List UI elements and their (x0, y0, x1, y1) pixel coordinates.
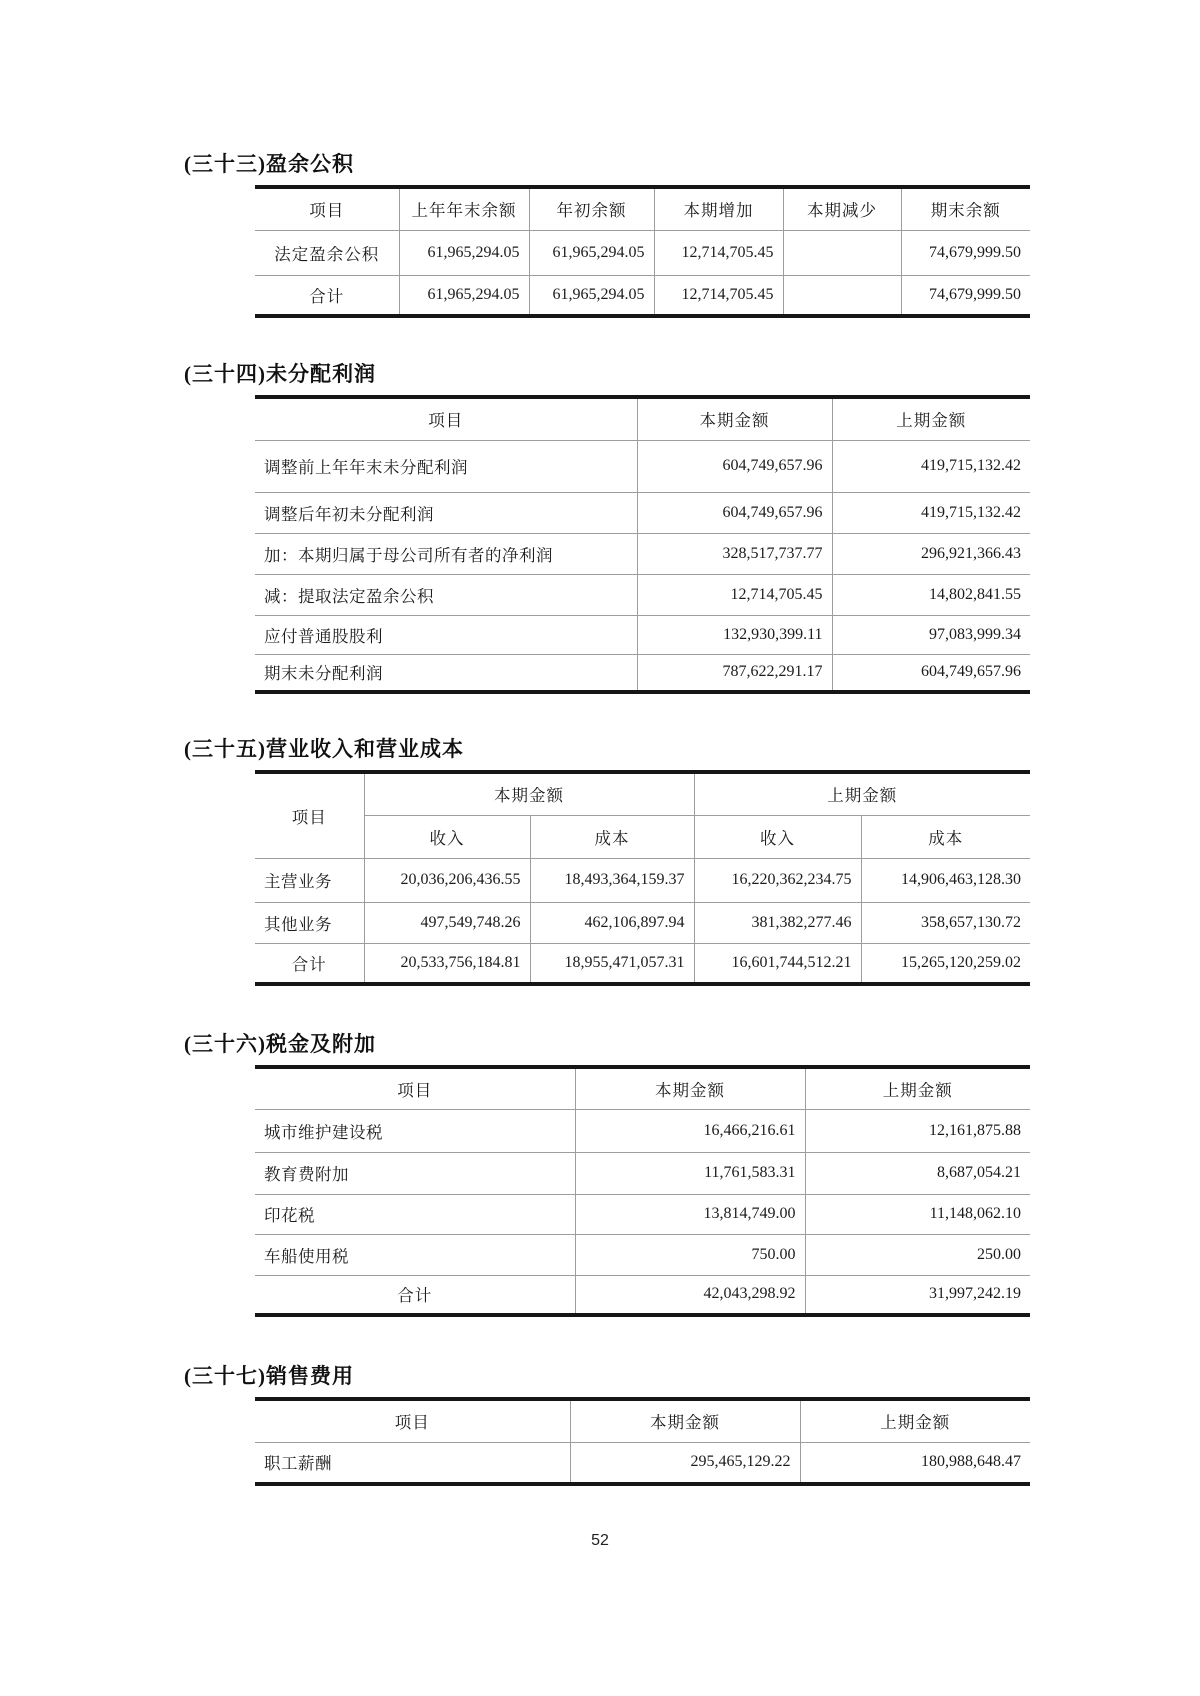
value-cell: 132,930,399.11 (637, 615, 832, 654)
value-cell: 328,517,737.77 (637, 533, 832, 574)
page-number: 52 (591, 1532, 609, 1549)
table-row (255, 440, 1030, 492)
section-revenue-cost (184, 735, 1030, 986)
value-cell: 250.00 (805, 1234, 1030, 1275)
item-cell: 加：本期归属于母公司所有者的净利润 (255, 533, 637, 574)
revenue-cost-table (255, 770, 1030, 986)
item-cell: 调整后年初未分配利润 (255, 492, 637, 533)
item-cell: 城市维护建设税 (255, 1109, 575, 1152)
table-row (255, 902, 1030, 943)
taxes-surcharges-table (255, 1065, 1030, 1317)
table-row-total (255, 275, 1030, 316)
value-cell: 604,749,657.96 (637, 492, 832, 533)
undistributed-profit-table (255, 395, 1030, 694)
header-cell: 成本 (861, 815, 1030, 858)
value-cell: 20,533,756,184.81 (364, 943, 530, 984)
value-cell: 18,493,364,159.37 (530, 858, 694, 902)
header-cell: 项目 (255, 187, 399, 230)
table-row (255, 1442, 1030, 1484)
header-cell: 本期增加 (654, 187, 783, 230)
table-subheader-row (255, 815, 1030, 858)
value-cell: 14,802,841.55 (832, 574, 1030, 615)
header-cell: 成本 (530, 815, 694, 858)
header-cell: 上期金额 (694, 772, 1030, 815)
value-cell: 497,549,748.26 (364, 902, 530, 943)
table-row (255, 1234, 1030, 1275)
header-cell: 本期金额 (364, 772, 694, 815)
header-cell: 期末余额 (901, 187, 1030, 230)
value-cell: 12,714,705.45 (654, 275, 783, 316)
table-row (255, 1152, 1030, 1194)
header-cell: 项目 (255, 772, 364, 858)
selling-expenses-table (255, 1397, 1030, 1486)
table-row-total (255, 943, 1030, 984)
value-cell: 419,715,132.42 (832, 440, 1030, 492)
table-header-row (255, 187, 1030, 230)
table-header-row (255, 772, 1030, 815)
value-cell: 14,906,463,128.30 (861, 858, 1030, 902)
value-cell: 74,679,999.50 (929, 285, 1021, 303)
table-row (255, 492, 1030, 533)
value-cell: 74,679,999.50 (901, 230, 1030, 275)
value-cell: 61,965,294.05 (529, 275, 654, 316)
header-cell: 上期金额 (800, 1399, 1030, 1442)
value-cell: 20,036,206,436.55 (364, 858, 530, 902)
value-cell: 8,687,054.21 (805, 1152, 1030, 1194)
item-cell: 减：提取法定盈余公积 (255, 574, 637, 615)
table-row-total (255, 1275, 1030, 1315)
value-cell: 18,955,471,057.31 (530, 943, 694, 984)
value-cell: 12,161,875.88 (805, 1109, 1030, 1152)
header-cell: 收入 (694, 815, 861, 858)
item-cell: 教育费附加 (255, 1152, 575, 1194)
header-cell: 上年年末余额 (399, 187, 529, 230)
value-cell: 11,761,583.31 (575, 1152, 805, 1194)
item-cell: 合计 (255, 275, 399, 316)
section-undistributed-profit (184, 360, 1030, 694)
header-cell: 项目 (255, 1067, 575, 1109)
value-cell: 381,382,277.46 (694, 902, 861, 943)
item-cell: 合计 (255, 943, 364, 984)
header-cell: 本期金额 (637, 397, 832, 440)
header-cell: 本期金额 (570, 1399, 800, 1442)
table-row (255, 1194, 1030, 1234)
header-cell: 上期金额 (805, 1067, 1030, 1109)
value-cell: 11,148,062.10 (805, 1194, 1030, 1234)
item-cell: 调整前上年年末未分配利润 (255, 440, 637, 492)
value-cell: 61,965,294.05 (399, 275, 529, 316)
value-cell: 180,988,648.47 (921, 1453, 1021, 1471)
header-cell: 项目 (255, 1399, 570, 1442)
value-cell: 61,965,294.05 (529, 230, 654, 275)
value-cell (783, 275, 901, 316)
value-cell: 15,265,120,259.02 (901, 953, 1021, 971)
value-cell: 419,715,132.42 (832, 492, 1030, 533)
section-surplus-reserve (184, 150, 1030, 318)
table-header-row (255, 1067, 1030, 1109)
table-header-row (255, 397, 1030, 440)
value-cell: 42,043,298.92 (575, 1275, 805, 1315)
item-cell: 主营业务 (255, 858, 364, 902)
table-row (255, 615, 1030, 654)
header-cell: 年初余额 (529, 187, 654, 230)
table-row-total (255, 654, 1030, 692)
section-taxes-surcharges (184, 1030, 1030, 1317)
value-cell: 31,997,242.19 (929, 1285, 1021, 1303)
header-cell: 上期金额 (832, 397, 1030, 440)
value-cell: 97,083,999.34 (832, 615, 1030, 654)
value-cell (783, 230, 901, 275)
item-cell: 职工薪酬 (255, 1442, 570, 1484)
section-36-title: (三十六)税金及附加 (184, 1032, 376, 1056)
header-cell: 本期减少 (783, 187, 901, 230)
surplus-reserve-table (255, 185, 1030, 318)
value-cell: 16,220,362,234.75 (694, 858, 861, 902)
item-cell: 期末未分配利润 (255, 654, 637, 692)
value-cell: 12,714,705.45 (637, 574, 832, 615)
value-cell: 16,466,216.61 (575, 1109, 805, 1152)
section-33-title: (三十三)盈余公积 (184, 152, 354, 176)
item-cell: 法定盈余公积 (255, 230, 399, 275)
section-selling-expenses (184, 1362, 1030, 1486)
item-cell: 合计 (255, 1275, 575, 1315)
header-cell: 收入 (364, 815, 530, 858)
table-row (255, 230, 1030, 275)
value-cell: 462,106,897.94 (530, 902, 694, 943)
section-37-title: (三十七)销售费用 (184, 1364, 354, 1388)
section-35-title: (三十五)营业收入和营业成本 (184, 737, 464, 761)
header-cell: 项目 (255, 397, 637, 440)
value-cell: 61,965,294.05 (399, 230, 529, 275)
table-row (255, 533, 1030, 574)
item-cell: 其他业务 (255, 902, 364, 943)
value-cell: 296,921,366.43 (832, 533, 1030, 574)
table-row (255, 1109, 1030, 1152)
value-cell: 750.00 (575, 1234, 805, 1275)
value-cell: 12,714,705.45 (654, 230, 783, 275)
value-cell: 295,465,129.22 (570, 1442, 800, 1484)
item-cell: 印花税 (255, 1194, 575, 1234)
value-cell: 604,749,657.96 (921, 663, 1021, 681)
value-cell: 16,601,744,512.21 (694, 943, 861, 984)
value-cell: 787,622,291.17 (637, 654, 832, 692)
header-cell: 本期金额 (575, 1067, 805, 1109)
item-cell: 应付普通股股利 (255, 615, 637, 654)
section-34-title: (三十四)未分配利润 (184, 362, 376, 386)
table-header-row (255, 1399, 1030, 1442)
item-cell: 车船使用税 (255, 1234, 575, 1275)
value-cell: 358,657,130.72 (861, 902, 1030, 943)
table-row (255, 858, 1030, 902)
table-row (255, 574, 1030, 615)
value-cell: 604,749,657.96 (637, 440, 832, 492)
value-cell: 13,814,749.00 (575, 1194, 805, 1234)
